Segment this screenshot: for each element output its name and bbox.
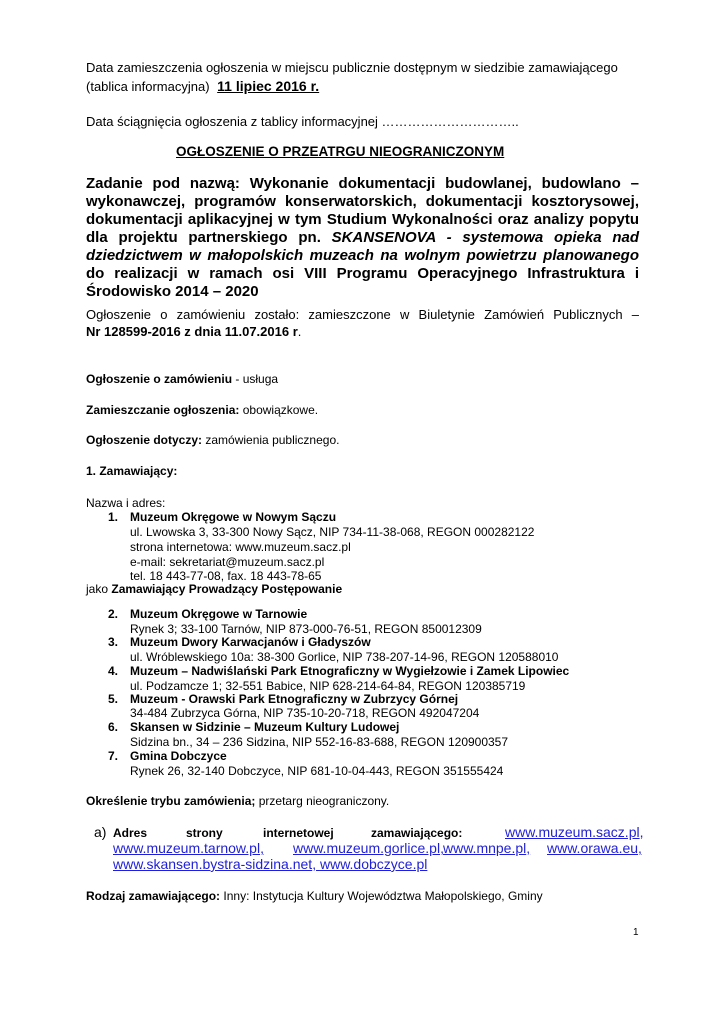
website-link-tarnow[interactable]: www.muzeum.tarnow.pl, bbox=[113, 840, 264, 856]
website-link-text[interactable]: www.skansen.bystra-sidzina.net bbox=[113, 856, 313, 872]
website-link-mnpe[interactable]: www.mnpe.pl, bbox=[443, 840, 531, 856]
procedure-mode-value: przetarg nieograniczony. bbox=[255, 794, 390, 808]
buyer-type-value: Inny: Instytucja Kultury Województwa Małopolskiego, Gminy bbox=[220, 889, 543, 903]
partner-number: 2. bbox=[108, 607, 119, 621]
lead-role bbox=[86, 582, 342, 596]
bzp-end: . bbox=[297, 324, 302, 339]
website-link-sacz[interactable]: www.muzeum.sacz.pl, bbox=[505, 824, 644, 840]
partner-address: Sidzina bn., 34 – 236 Sidzina, NIP 552-16-83-688, REGON 120900357 bbox=[130, 735, 509, 749]
partner-address: ul. Podzamcze 1; 32-551 Babice, NIP 628-214-64-84, REGON 120385719 bbox=[130, 679, 526, 693]
procedure-mode bbox=[86, 794, 389, 808]
partner-address: 34-484 Zubrzyca Górna, NIP 735-10-20-718, REGON 492047204 bbox=[130, 706, 480, 720]
task-description bbox=[86, 175, 639, 301]
websites-label-word: zamawiającego: bbox=[371, 826, 463, 840]
website-link-text[interactable]: www.orawa.eu bbox=[547, 840, 639, 856]
partner-number: 7. bbox=[108, 749, 119, 763]
board-label: (tablica informacyjna) bbox=[86, 79, 210, 94]
procedure-mode-label: Określenie trybu zamówienia; bbox=[86, 794, 256, 808]
task-part-3: do realizacji w ramach osi VIII Programu Operacyjnego Infrastruktura i Środowisko 2014 – 2020 bbox=[86, 265, 639, 300]
posting-obligation-label: Zamieszczanie ogłoszenia: bbox=[86, 403, 240, 417]
notice-type bbox=[86, 372, 278, 386]
buyer-type-label: Rodzaj zamawiającego: bbox=[86, 889, 221, 903]
posting-date: 11 lipiec 2016 r. bbox=[217, 78, 320, 94]
partner-name: Skansen w Sidzinie – Muzeum Kultury Ludowej bbox=[130, 720, 400, 734]
download-date-line: Data ściągnięcia ogłoszenia z tablicy informacyjnej ………………………….. bbox=[86, 114, 519, 129]
lead-address: ul. Lwowska 3, 33-300 Nowy Sącz, NIP 734-11-38-068, REGON 000282122 bbox=[130, 525, 535, 539]
posting-obligation bbox=[86, 403, 318, 417]
partner-name: Muzeum Dwory Karwacjanów i Gładyszów bbox=[130, 635, 371, 649]
bzp-number: Nr 128599-2016 z dnia 11.07.2016 r bbox=[86, 324, 298, 339]
website-link-text[interactable]: www.mnpe.pl bbox=[443, 840, 527, 856]
partner-name: Muzeum Okręgowe w Tarnowie bbox=[130, 607, 308, 621]
notice-type-value: - usługa bbox=[232, 372, 279, 386]
buyer-type bbox=[86, 889, 543, 903]
partner-number: 4. bbox=[108, 664, 119, 678]
section-heading-contracting: 1. Zamawiający: bbox=[86, 464, 178, 478]
partner-address: ul. Wróblewskiego 10a: 38-300 Gorlice, NIP 738-207-14-96, REGON 120588010 bbox=[130, 650, 559, 664]
name-address-label: Nazwa i adres: bbox=[86, 496, 166, 510]
website-link-orawa[interactable]: www.orawa.eu, bbox=[547, 840, 642, 856]
lead-role-prefix: jako bbox=[86, 582, 112, 596]
partner-number: 5. bbox=[108, 692, 119, 706]
page-number: 1 bbox=[633, 927, 639, 938]
task-part-1: Zadanie pod nazwą: Wykonanie dokumentacji budowlanej, budowlano – wykonawczej, programów konserwatorskich, dokumentacji kosztorysowej, dokumentacji aplikacyjnej w tym Studium Wykonalności oraz analizy popytu dla projektu partnerskiego pn. bbox=[86, 175, 639, 246]
website-link-text[interactable]: www.muzeum.sacz.pl bbox=[505, 824, 640, 840]
posting-date-line-2 bbox=[86, 78, 319, 95]
task-project-name: SKANSENOVA - systemowa opieka nad dziedzictwem w małopolskich muzeach na wolnym powietrzu planowanego bbox=[86, 229, 639, 264]
notice-concerns bbox=[86, 433, 339, 447]
websites-marker: a) bbox=[94, 824, 107, 840]
website-link-gorlice[interactable]: www.muzeum.gorlice.pl, bbox=[293, 840, 444, 856]
website-link-sidzina[interactable]: www.skansen.bystra-sidzina.net, www.dobczyce.pl bbox=[113, 856, 428, 872]
notice-concerns-label: Ogłoszenie dotyczy: bbox=[86, 433, 203, 447]
lead-email: e-mail: sekretariat@muzeum.sacz.pl bbox=[130, 555, 325, 569]
partner-number: 3. bbox=[108, 635, 119, 649]
website-link-text[interactable]: www.muzeum.tarnow.pl bbox=[113, 840, 261, 856]
websites-label-word: internetowej bbox=[263, 826, 334, 840]
lead-website: strona internetowa: www.muzeum.sacz.pl bbox=[130, 540, 351, 554]
partner-number: 6. bbox=[108, 720, 119, 734]
bzp-line-1: Ogłoszenie o zamówieniu zostało: zamieszczone w Biuletynie Zamówień Publicznych – bbox=[86, 307, 639, 322]
websites-label-word: strony bbox=[186, 826, 223, 840]
notice-concerns-value: zamówienia publicznego. bbox=[202, 433, 340, 447]
lead-phone: tel. 18 443-77-08, fax. 18 443-78-65 bbox=[130, 569, 322, 583]
partner-name: Muzeum – Nadwiślański Park Etnograficzny w Wygiełzowie i Zamek Lipowiec bbox=[130, 664, 570, 678]
partner-address: Rynek 3; 33-100 Tarnów, NIP 873-000-76-51, REGON 850012309 bbox=[130, 622, 482, 636]
partner-name: Muzeum - Orawski Park Etnograficzny w Zubrzycy Górnej bbox=[130, 692, 459, 706]
lead-role-name: Zamawiający Prowadzący Postępowanie bbox=[111, 582, 343, 596]
lead-number: 1. bbox=[108, 510, 119, 524]
websites-label-word: Adres bbox=[113, 826, 148, 840]
website-link-dobczyce[interactable]: www.dobczyce.pl bbox=[319, 856, 428, 872]
page-title: OGŁOSZENIE O PRZEATRGU NIEOGRANICZONYM bbox=[176, 144, 505, 159]
posting-date-line: Data zamieszczenia ogłoszenia w miejscu publicznie dostępnym w siedzibie zamawiającego bbox=[86, 60, 618, 75]
notice-type-label: Ogłoszenie o zamówieniu bbox=[86, 372, 233, 386]
bzp-line-2 bbox=[86, 324, 301, 340]
website-link-text[interactable]: www.muzeum.gorlice.pl bbox=[293, 840, 441, 856]
posting-obligation-value: obowiązkowe. bbox=[239, 403, 319, 417]
partner-name: Gmina Dobczyce bbox=[130, 749, 227, 763]
partner-address: Rynek 26, 32-140 Dobczyce, NIP 681-10-04-443, REGON 351555424 bbox=[130, 764, 504, 778]
lead-name: Muzeum Okręgowe w Nowym Sączu bbox=[130, 510, 337, 524]
